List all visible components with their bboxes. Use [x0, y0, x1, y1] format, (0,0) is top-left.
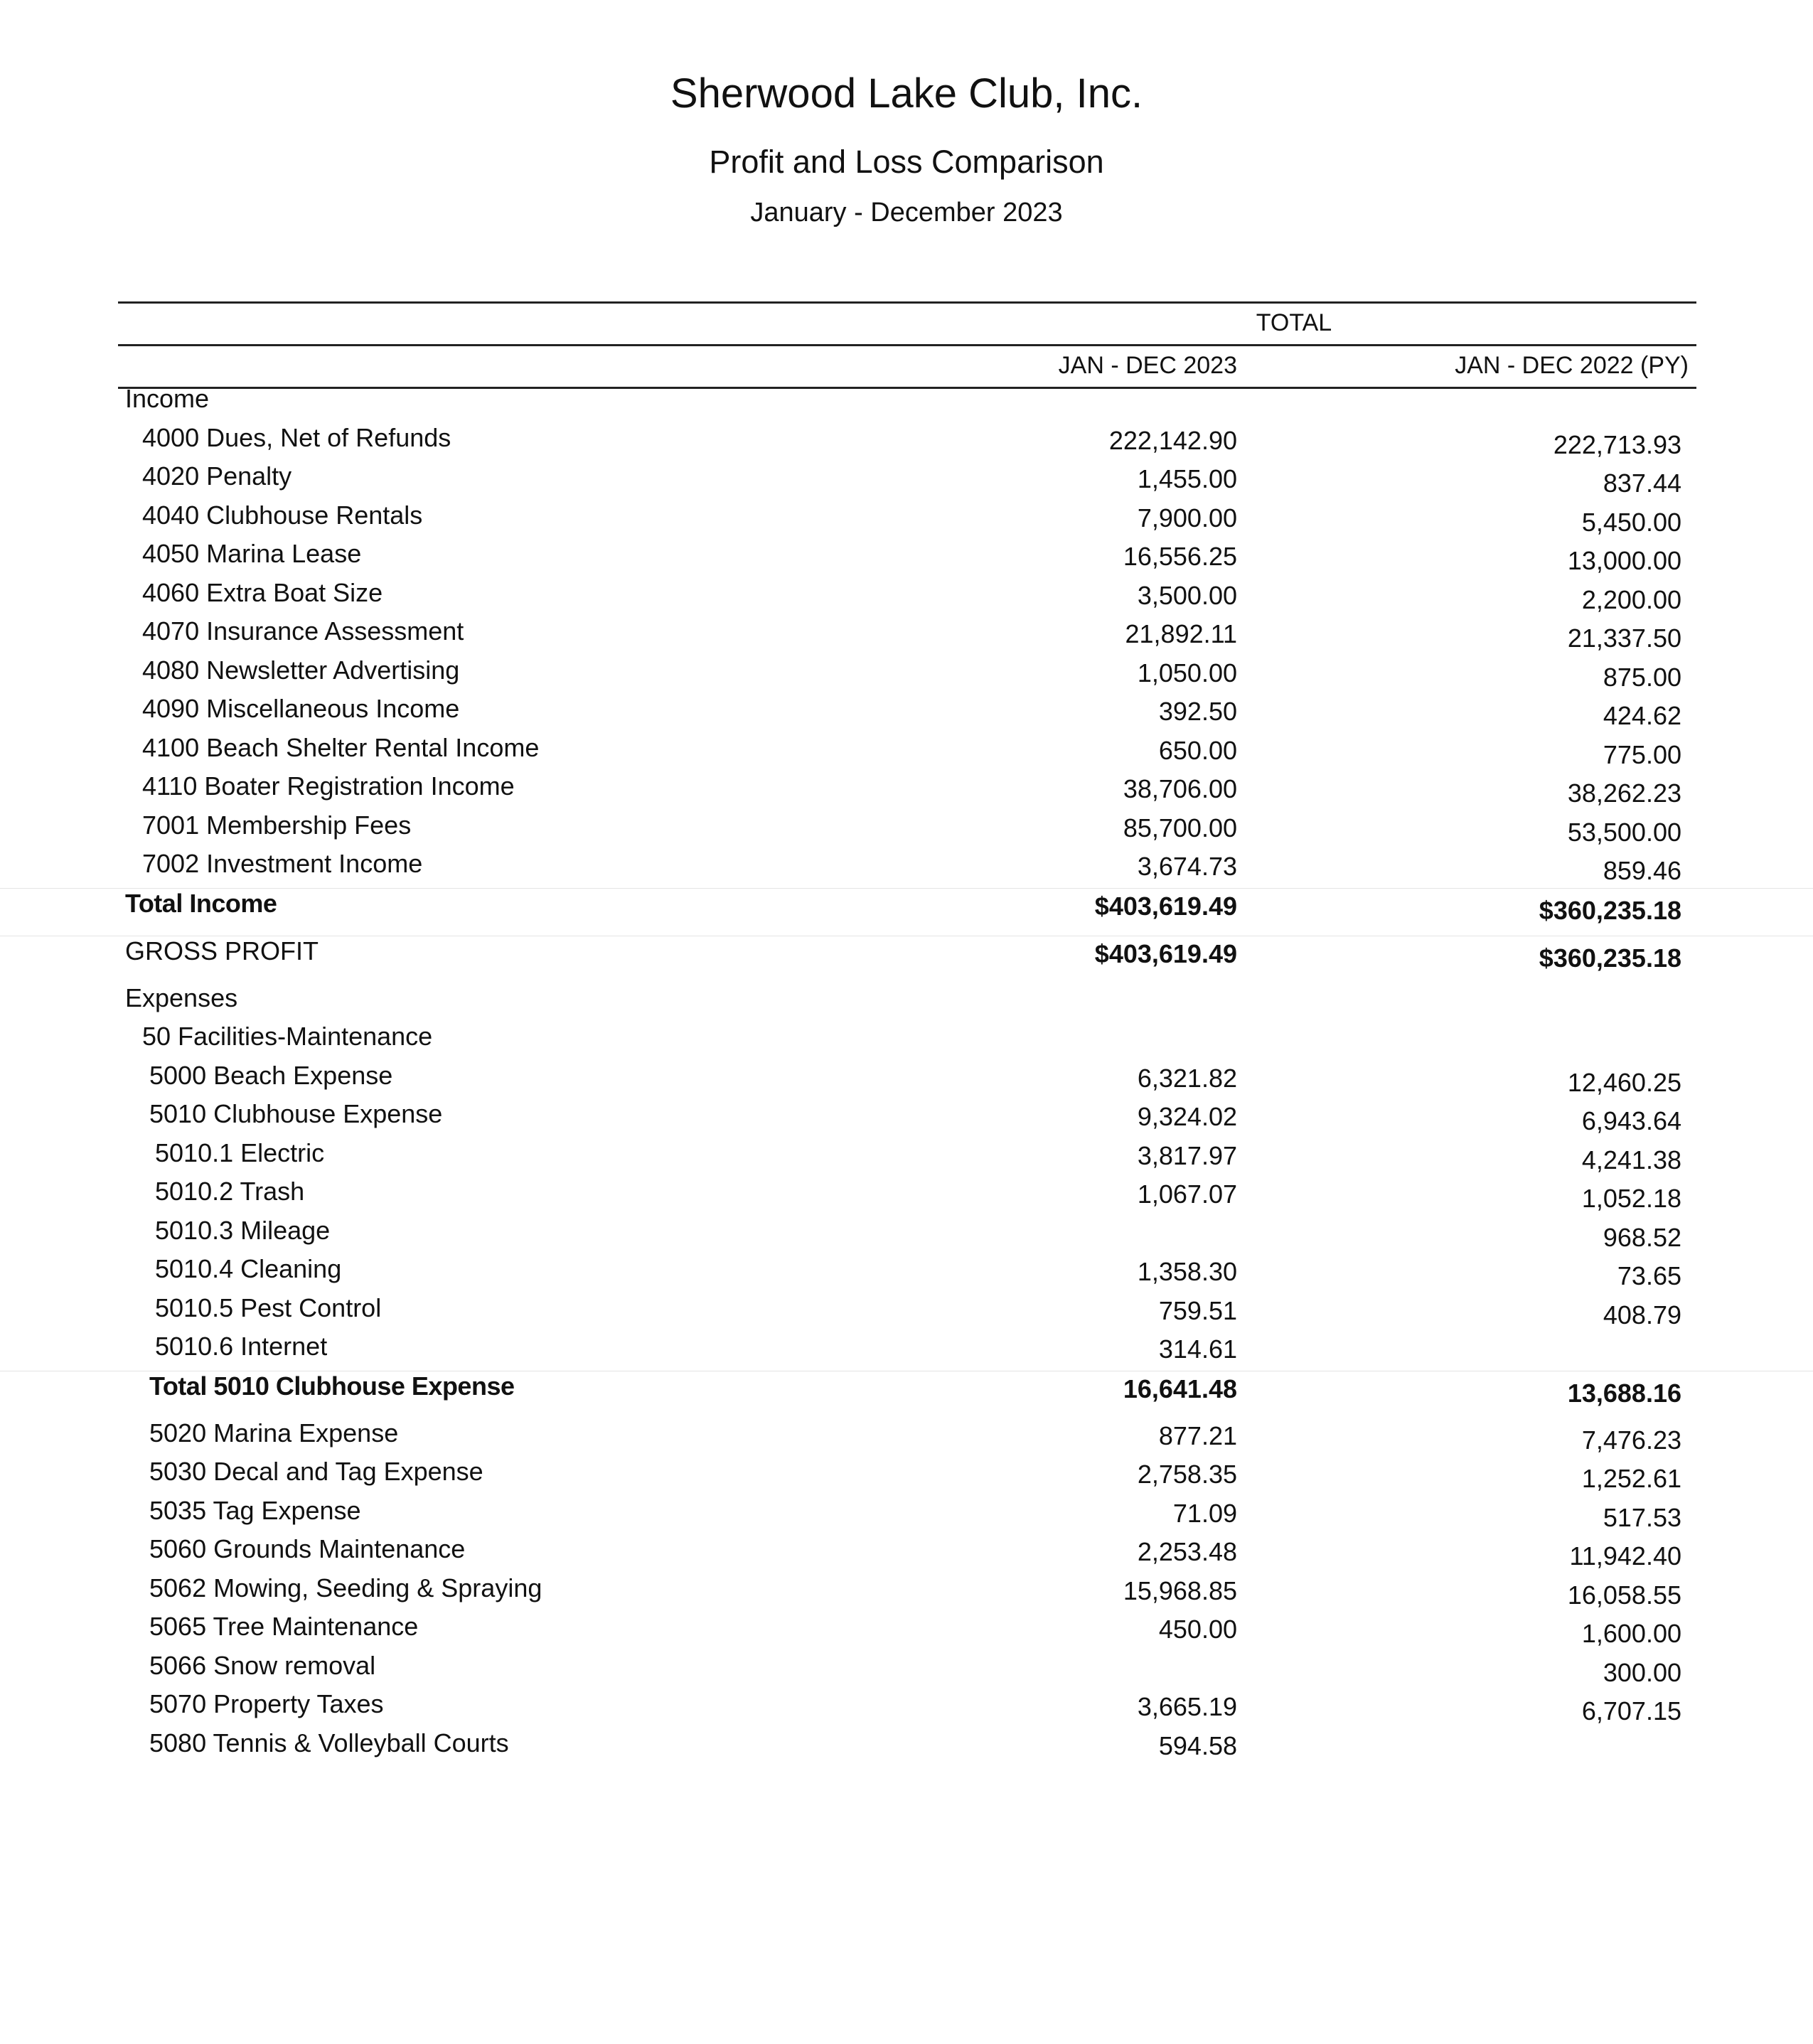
table-row — [0, 1418, 1813, 1457]
value-2023: 21,892.11 — [1125, 619, 1237, 648]
table-row — [0, 461, 1813, 501]
table-row — [0, 733, 1813, 772]
table-row — [0, 539, 1813, 578]
row-label: 5060 Grounds Maintenance — [149, 1534, 466, 1563]
value-2023: 1,358.30 — [1137, 1257, 1237, 1286]
value-2022: 1,052.18 — [1581, 1184, 1681, 1213]
value-2022: 2,200.00 — [1581, 584, 1681, 614]
value-2023: 2,758.35 — [1137, 1460, 1237, 1489]
table-row — [0, 1573, 1813, 1612]
table-row — [0, 1216, 1813, 1255]
total-row — [0, 936, 1813, 983]
row-label: 5010.3 Mileage — [155, 1215, 331, 1245]
value-2022: 12,460.25 — [1567, 1067, 1681, 1097]
table-row — [0, 423, 1813, 462]
table-row — [0, 1332, 1813, 1371]
value-2023: 450.00 — [1158, 1615, 1237, 1644]
value-2023: 85,700.00 — [1123, 813, 1237, 842]
table-row — [0, 616, 1813, 656]
value-2022: 73.65 — [1617, 1261, 1681, 1290]
top-rule — [118, 301, 1696, 304]
column-header-current: JAN - DEC 2023 — [1058, 352, 1237, 379]
value-2022: 11,942.40 — [1569, 1541, 1681, 1571]
value-2022: 968.52 — [1603, 1222, 1681, 1252]
row-label: 4040 Clubhouse Rentals — [142, 500, 423, 530]
row-label: 5066 Snow removal — [149, 1650, 376, 1680]
table-row — [0, 1061, 1813, 1100]
value-2023: 2,253.48 — [1137, 1537, 1237, 1566]
value-2023: 16,556.25 — [1123, 542, 1237, 571]
value-2022: 517.53 — [1603, 1502, 1681, 1532]
row-label: 5010.1 Electric — [155, 1138, 325, 1167]
row-label: 5065 Tree Maintenance — [149, 1612, 419, 1641]
table-row — [0, 771, 1813, 810]
row-label: Total Income — [125, 888, 277, 918]
table-row — [0, 1728, 1813, 1767]
value-2023: 3,674.73 — [1137, 852, 1237, 881]
value-2023: 7,900.00 — [1137, 503, 1237, 533]
table-row — [0, 1099, 1813, 1138]
table-row — [0, 1022, 1813, 1061]
value-2023: 650.00 — [1158, 735, 1237, 765]
value-2023: 9,324.02 — [1137, 1102, 1237, 1131]
row-label: 5070 Property Taxes — [149, 1689, 384, 1718]
mid-rule — [118, 344, 1696, 346]
value-2022: 875.00 — [1603, 662, 1681, 692]
row-label: 5010 Clubhouse Expense — [149, 1099, 443, 1128]
table-row — [0, 1496, 1813, 1535]
value-2022: 859.46 — [1603, 856, 1681, 885]
table-row — [0, 656, 1813, 695]
value-2023: 1,050.00 — [1137, 658, 1237, 687]
value-2022: 300.00 — [1603, 1657, 1681, 1687]
report-period: January - December 2023 — [750, 198, 1063, 228]
row-label: 5010.2 Trash — [155, 1177, 305, 1206]
row-label: 4070 Insurance Assessment — [142, 616, 464, 646]
table-row — [0, 1177, 1813, 1216]
table-row — [0, 1293, 1813, 1332]
value-2023: $403,619.49 — [1094, 938, 1237, 968]
value-2022: 6,707.15 — [1581, 1696, 1681, 1725]
row-label: 5010.4 Cleaning — [155, 1254, 342, 1283]
value-2022: 222,713.93 — [1553, 429, 1681, 459]
value-2023: $403,619.49 — [1094, 891, 1237, 921]
table-row — [0, 384, 1813, 423]
row-label: 7002 Investment Income — [142, 849, 423, 878]
row-label: 4000 Dues, Net of Refunds — [142, 422, 451, 452]
row-label: 4110 Boater Registration Income — [142, 771, 515, 801]
pl-table — [0, 384, 1813, 1767]
value-2022: 13,000.00 — [1567, 546, 1681, 575]
value-2023: 1,067.07 — [1137, 1179, 1237, 1209]
value-2022: $360,235.18 — [1539, 895, 1681, 925]
value-2023: 877.21 — [1158, 1420, 1237, 1450]
value-2022: 13,688.16 — [1567, 1378, 1681, 1408]
value-2023: 3,665.19 — [1137, 1692, 1237, 1721]
total-column-group-header: TOTAL — [1256, 309, 1332, 336]
value-2023: 3,817.97 — [1137, 1140, 1237, 1170]
row-label: 5020 Marina Expense — [149, 1418, 399, 1448]
table-row — [0, 1689, 1813, 1728]
total-row — [0, 1371, 1813, 1418]
row-label: Expenses — [125, 983, 238, 1012]
row-label: 5062 Mowing, Seeding & Spraying — [149, 1573, 542, 1602]
table-row — [0, 694, 1813, 733]
row-label: 4080 Newsletter Advertising — [142, 655, 460, 685]
table-row — [0, 501, 1813, 540]
value-2023: 71.09 — [1172, 1498, 1237, 1528]
row-label: GROSS PROFIT — [125, 936, 319, 965]
table-row — [0, 1651, 1813, 1690]
value-2023: 1,455.00 — [1137, 464, 1237, 493]
value-2022: 5,450.00 — [1581, 507, 1681, 537]
row-label: 4020 Penalty — [142, 461, 292, 491]
value-2022: 408.79 — [1603, 1300, 1681, 1329]
table-row — [0, 1612, 1813, 1651]
row-label: 5030 Decal and Tag Expense — [149, 1457, 483, 1486]
table-row — [0, 1534, 1813, 1573]
row-label: 50 Facilities-Maintenance — [142, 1022, 433, 1051]
row-label: 4100 Beach Shelter Rental Income — [142, 732, 540, 762]
row-label: Total 5010 Clubhouse Expense — [149, 1371, 515, 1401]
value-2023: 38,706.00 — [1123, 774, 1237, 803]
report-title: Profit and Loss Comparison — [709, 144, 1104, 180]
value-2022: 837.44 — [1603, 469, 1681, 498]
row-label: 4050 Marina Lease — [142, 539, 362, 568]
value-2022: 4,241.38 — [1581, 1145, 1681, 1175]
table-row — [0, 849, 1813, 888]
value-2023: 222,142.90 — [1108, 425, 1237, 455]
value-2022: 21,337.50 — [1567, 624, 1681, 653]
value-2023: 314.61 — [1158, 1334, 1237, 1364]
row-label: 4060 Extra Boat Size — [142, 577, 383, 607]
value-2022: 53,500.00 — [1567, 817, 1681, 847]
row-label: Income — [125, 384, 210, 413]
value-2022: 424.62 — [1603, 701, 1681, 730]
row-label: 5000 Beach Expense — [149, 1060, 393, 1090]
row-label: 5010.5 Pest Control — [155, 1293, 382, 1322]
value-2023: 594.58 — [1158, 1730, 1237, 1760]
total-row — [0, 888, 1813, 936]
value-2022: 7,476.23 — [1581, 1425, 1681, 1455]
value-2023: 3,500.00 — [1137, 580, 1237, 610]
value-2022: 1,252.61 — [1581, 1464, 1681, 1493]
column-header-prior: JAN - DEC 2022 (PY) — [1455, 352, 1689, 379]
table-row — [0, 810, 1813, 850]
row-label: 5080 Tennis & Volleyball Courts — [149, 1728, 509, 1757]
value-2023: 392.50 — [1158, 697, 1237, 726]
table-row — [0, 1254, 1813, 1293]
row-label: 5035 Tag Expense — [149, 1495, 361, 1525]
value-2023: 759.51 — [1158, 1295, 1237, 1325]
value-2022: $360,235.18 — [1539, 943, 1681, 973]
row-label: 7001 Membership Fees — [142, 810, 412, 840]
table-row — [0, 983, 1813, 1022]
value-2022: 6,943.64 — [1581, 1106, 1681, 1135]
value-2023: 16,641.48 — [1123, 1374, 1237, 1403]
row-label: 4090 Miscellaneous Income — [142, 694, 460, 723]
table-row — [0, 578, 1813, 617]
value-2022: 38,262.23 — [1567, 778, 1681, 808]
company-name: Sherwood Lake Club, Inc. — [670, 70, 1143, 117]
table-row — [0, 1138, 1813, 1177]
value-2023: 6,321.82 — [1137, 1063, 1237, 1093]
value-2022: 16,058.55 — [1567, 1580, 1681, 1610]
table-row — [0, 1457, 1813, 1496]
value-2022: 1,600.00 — [1581, 1619, 1681, 1648]
value-2022: 775.00 — [1603, 739, 1681, 769]
value-2023: 15,968.85 — [1123, 1575, 1237, 1605]
row-label: 5010.6 Internet — [155, 1332, 328, 1361]
